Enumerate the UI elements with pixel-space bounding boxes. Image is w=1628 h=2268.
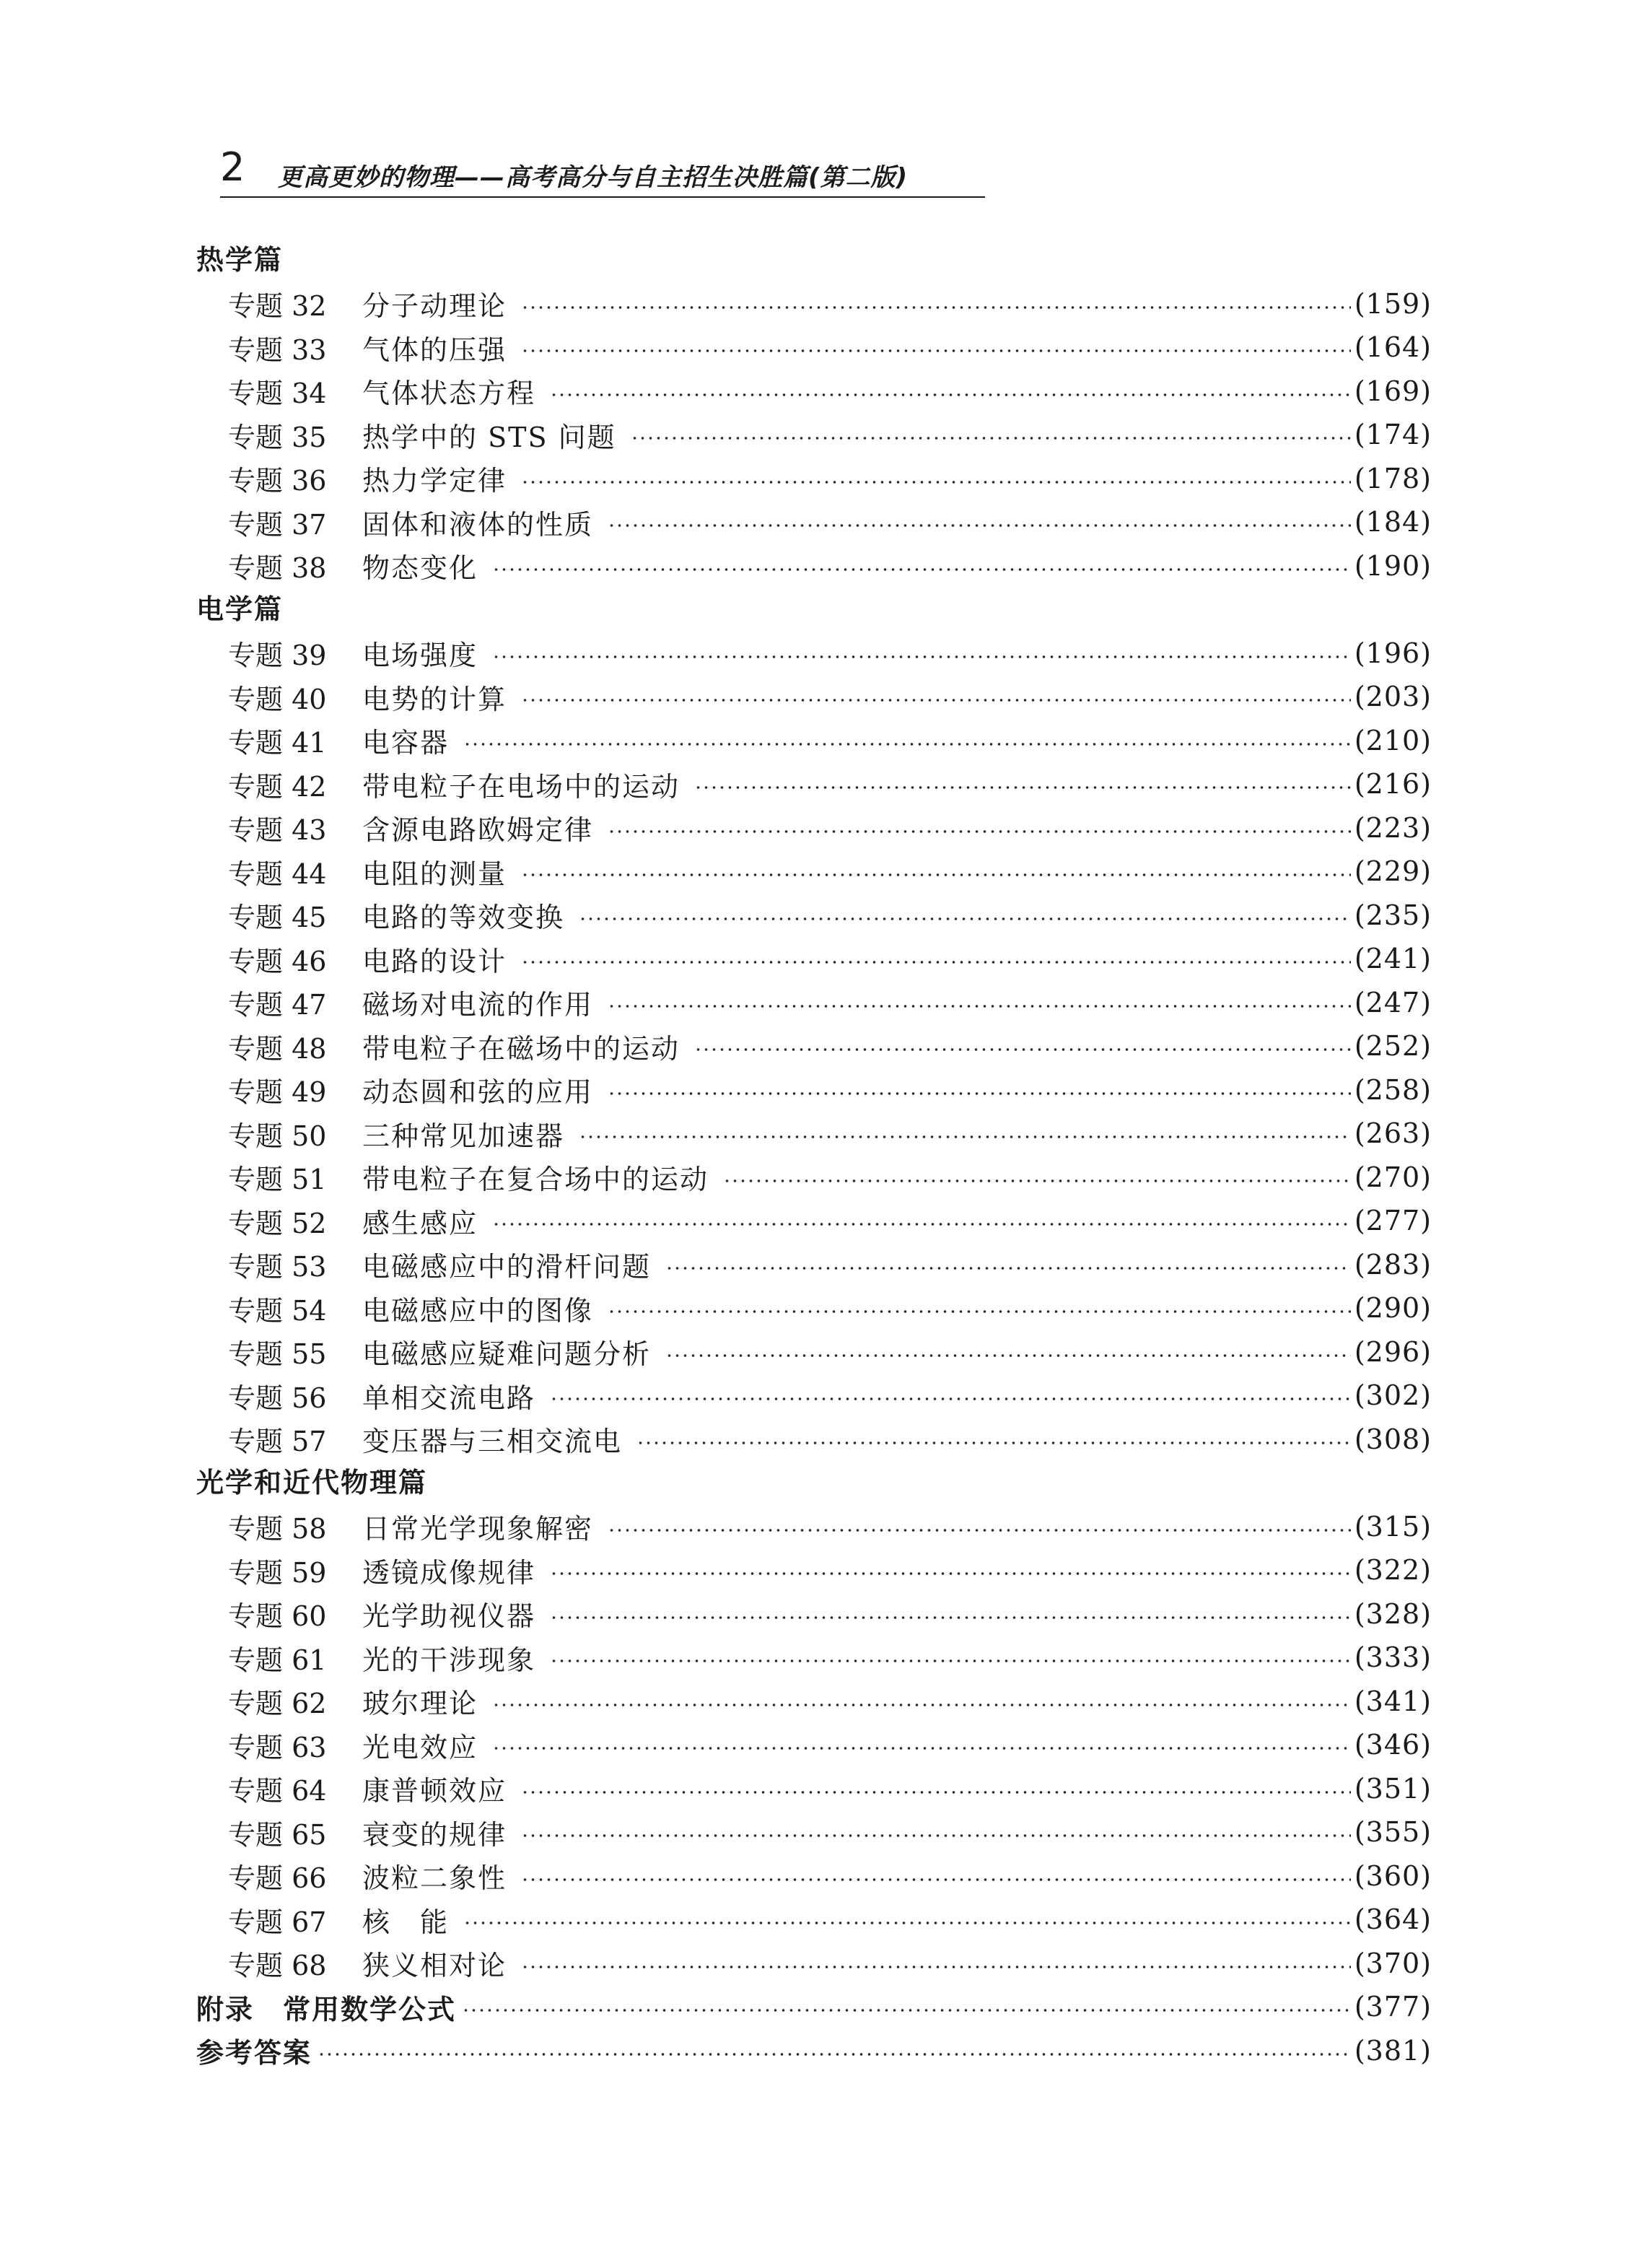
page-ref: (328)	[1354, 1597, 1432, 1630]
topic-number: 专题 35	[228, 421, 327, 453]
dot-leader	[521, 1791, 1351, 1794]
topic-number: 专题 32	[228, 290, 327, 323]
toc-entry[interactable]	[196, 1810, 1432, 1854]
toc-entry[interactable]	[196, 850, 1432, 894]
page-ref: (377)	[1354, 1991, 1432, 2023]
topic-title: 带电粒子在电场中的运动	[362, 770, 680, 803]
section-heading: 电学篇	[196, 593, 284, 625]
toc-entry[interactable]	[196, 413, 1432, 457]
page-ref: (355)	[1354, 1816, 1432, 1849]
dot-leader	[665, 1354, 1351, 1357]
page-ref: (308)	[1354, 1423, 1432, 1455]
dot-leader	[521, 481, 1351, 484]
page-ref: (190)	[1354, 549, 1432, 582]
toc-entry[interactable]	[196, 806, 1432, 850]
topic-title: 分子动理论	[362, 290, 507, 323]
toc-entry[interactable]	[196, 1854, 1432, 1898]
dot-leader	[579, 917, 1351, 920]
topic-number: 专题 34	[228, 378, 327, 410]
topic-title: 气体状态方程	[362, 378, 536, 410]
topic-number: 专题 46	[228, 945, 327, 977]
dot-leader	[463, 1922, 1351, 1924]
dot-leader	[579, 1135, 1351, 1138]
topic-title: 光学助视仪器	[362, 1600, 536, 1633]
dot-leader	[492, 1747, 1351, 1750]
dot-leader	[462, 2009, 1351, 2012]
topic-title: 含源电路欧姆定律	[362, 814, 594, 847]
dot-leader	[550, 1572, 1351, 1575]
topic-number: 专题 55	[228, 1338, 327, 1371]
toc-entry[interactable]	[196, 937, 1432, 981]
topic-title: 电场强度	[362, 640, 478, 672]
page-ref: (247)	[1354, 986, 1432, 1019]
topic-number: 专题 67	[228, 1906, 327, 1938]
page-ref: (258)	[1354, 1073, 1432, 1106]
toc-entry[interactable]	[196, 719, 1432, 763]
dot-leader	[608, 524, 1351, 527]
toc-entry[interactable]	[196, 1330, 1432, 1374]
topic-title: 磁场对电流的作用	[362, 989, 594, 1021]
topic-number: 专题 65	[228, 1818, 327, 1851]
dot-leader	[463, 743, 1351, 746]
topic-title: 物态变化	[362, 552, 478, 585]
toc-entry[interactable]	[196, 1418, 1432, 1462]
dot-leader	[492, 1704, 1351, 1706]
dot-leader	[608, 1092, 1351, 1095]
topic-title: 核 能	[362, 1906, 450, 1938]
dot-leader	[521, 1878, 1351, 1881]
topic-title: 变压器与三相交流电	[362, 1426, 623, 1458]
page-ref: (184)	[1354, 506, 1432, 538]
dot-leader	[521, 349, 1351, 352]
topic-title: 电磁感应疑难问题分析	[362, 1338, 652, 1371]
page-ref: (277)	[1354, 1205, 1432, 1237]
page-ref: (346)	[1354, 1729, 1432, 1761]
toc-entry[interactable]	[196, 1898, 1432, 1942]
topic-title: 波粒二象性	[362, 1862, 507, 1895]
topic-number: 专题 50	[228, 1120, 327, 1152]
topic-number: 专题 62	[228, 1688, 327, 1720]
topic-number: 专题 57	[228, 1426, 327, 1458]
toc-entry[interactable]	[196, 1024, 1432, 1068]
dot-leader	[550, 1659, 1351, 1662]
toc-entry[interactable]	[196, 1548, 1432, 1592]
toc-entry[interactable]	[196, 1068, 1432, 1112]
page-ref: (296)	[1354, 1335, 1432, 1368]
page-ref: (203)	[1354, 681, 1432, 713]
page-ref: (302)	[1354, 1379, 1432, 1412]
topic-number: 专题 51	[228, 1164, 327, 1196]
toc-entry[interactable]	[196, 457, 1432, 501]
toc-entry[interactable]	[196, 1505, 1432, 1549]
page-ref: (315)	[1354, 1510, 1432, 1543]
topic-title: 气体的压强	[362, 333, 507, 366]
entry-title: 参考答案	[196, 2037, 312, 2069]
topic-title: 带电粒子在磁场中的运动	[362, 1032, 680, 1065]
topic-number: 专题 48	[228, 1032, 327, 1065]
dot-leader	[550, 393, 1351, 396]
topic-number: 专题 44	[228, 858, 327, 890]
running-header	[220, 144, 985, 198]
toc-entry[interactable]	[196, 1942, 1432, 1986]
page-ref: (235)	[1354, 899, 1432, 931]
topic-title: 电势的计算	[362, 683, 507, 715]
topic-number: 专题 40	[228, 683, 327, 715]
topic-number: 专题 52	[228, 1207, 327, 1239]
toc-entry[interactable]	[196, 1723, 1432, 1767]
answers-entry[interactable]	[196, 2029, 1432, 2073]
toc-entry[interactable]	[196, 1680, 1432, 1724]
page-ref: (290)	[1354, 1292, 1432, 1325]
dot-leader	[492, 1223, 1351, 1226]
page-ref: (174)	[1354, 419, 1432, 451]
toc-entry[interactable]	[196, 544, 1432, 588]
toc-entry[interactable]	[196, 675, 1432, 719]
toc-entry[interactable]	[196, 1767, 1432, 1811]
dot-leader	[318, 2053, 1351, 2056]
topic-number: 专题 33	[228, 333, 327, 366]
topic-number: 专题 68	[228, 1950, 327, 1982]
topic-number: 专题 64	[228, 1775, 327, 1807]
dot-leader	[608, 830, 1351, 833]
page-ref: (216)	[1354, 768, 1432, 801]
dot-leader	[636, 1442, 1351, 1444]
topic-title: 电容器	[362, 727, 450, 759]
toc-entry[interactable]	[196, 894, 1432, 938]
topic-number: 专题 37	[228, 508, 327, 541]
page-ref: (263)	[1354, 1117, 1432, 1150]
topic-number: 专题 58	[228, 1513, 327, 1545]
topic-title: 光电效应	[362, 1731, 478, 1763]
topic-title: 透镜成像规律	[362, 1556, 536, 1589]
dot-leader	[521, 873, 1351, 876]
topic-number: 专题 56	[228, 1382, 327, 1414]
toc-entry[interactable]	[196, 1374, 1432, 1418]
toc-entry[interactable]	[196, 1286, 1432, 1330]
section-heading: 热学篇	[196, 244, 284, 276]
topic-title: 热学中的 STS 问题	[362, 421, 616, 453]
toc-entry[interactable]	[196, 282, 1432, 326]
page-ref: (341)	[1354, 1685, 1432, 1717]
topic-number: 专题 63	[228, 1731, 327, 1763]
topic-title: 衰变的规律	[362, 1818, 507, 1851]
topic-number: 专题 45	[228, 902, 327, 934]
dot-leader	[521, 961, 1351, 964]
topic-number: 专题 66	[228, 1862, 327, 1895]
page-ref: (270)	[1354, 1161, 1432, 1193]
topic-number: 专题 53	[228, 1251, 327, 1283]
toc-entry[interactable]	[196, 632, 1432, 676]
topic-title: 单相交流电路	[362, 1382, 536, 1414]
toc-entry[interactable]	[196, 1636, 1432, 1680]
page-ref: (178)	[1354, 462, 1432, 494]
topic-title: 玻尔理论	[362, 1688, 478, 1720]
topic-number: 专题 38	[228, 552, 327, 585]
entry-title: 附录 常用数学公式	[196, 1993, 457, 2025]
page-ref: (351)	[1354, 1772, 1432, 1805]
topic-number: 专题 36	[228, 465, 327, 497]
page-ref: (241)	[1354, 943, 1432, 975]
topic-number: 专题 61	[228, 1644, 327, 1676]
topic-title: 光的干涉现象	[362, 1644, 536, 1676]
page-ref: (364)	[1354, 1903, 1432, 1936]
topic-number: 专题 42	[228, 770, 327, 803]
page-ref: (229)	[1354, 855, 1432, 888]
dot-leader	[492, 568, 1351, 571]
dot-leader	[521, 699, 1351, 702]
dot-leader	[550, 1616, 1351, 1619]
topic-number: 专题 39	[228, 640, 327, 672]
appendix-entry[interactable]	[196, 1985, 1432, 2029]
dot-leader	[665, 1267, 1351, 1270]
dot-leader	[694, 786, 1351, 789]
book-title: 更高更妙的物理——高考高分与自主招生决胜篇(第二版)	[278, 163, 909, 192]
topic-title: 热力学定律	[362, 465, 507, 497]
topic-number: 专题 47	[228, 989, 327, 1021]
page-number: 2	[220, 144, 245, 190]
topic-number: 专题 59	[228, 1556, 327, 1589]
topic-title: 电路的设计	[362, 945, 507, 977]
topic-title: 狭义相对论	[362, 1950, 507, 1982]
topic-number: 专题 41	[228, 727, 327, 759]
toc-entry[interactable]	[196, 1243, 1432, 1287]
topic-title: 电阻的测量	[362, 858, 507, 890]
page-ref: (210)	[1354, 724, 1432, 756]
dot-leader	[492, 655, 1351, 658]
topic-number: 专题 43	[228, 814, 327, 847]
topic-title: 感生感应	[362, 1207, 478, 1239]
topic-title: 带电粒子在复合场中的运动	[362, 1164, 709, 1196]
topic-title: 动态圆和弦的应用	[362, 1076, 594, 1109]
topic-title: 三种常见加速器	[362, 1120, 565, 1152]
dot-leader	[521, 1834, 1351, 1837]
dot-leader	[550, 1397, 1351, 1400]
page-ref: (159)	[1354, 287, 1432, 320]
dot-leader	[521, 1966, 1351, 1968]
page-ref: (252)	[1354, 1030, 1432, 1063]
topic-title: 电路的等效变换	[362, 902, 565, 934]
topic-number: 专题 49	[228, 1076, 327, 1109]
dot-leader	[608, 1529, 1351, 1532]
dot-leader	[694, 1048, 1351, 1051]
toc-entry[interactable]	[196, 370, 1432, 414]
table-of-contents	[196, 238, 1432, 2072]
page-ref: (164)	[1354, 331, 1432, 364]
dot-leader	[608, 1005, 1351, 1008]
page-ref: (381)	[1354, 2034, 1432, 2067]
toc-entry[interactable]	[196, 500, 1432, 544]
page-ref: (223)	[1354, 811, 1432, 844]
dot-leader	[521, 306, 1351, 309]
page-ref: (370)	[1354, 1947, 1432, 1979]
topic-title: 电磁感应中的滑杆问题	[362, 1251, 652, 1283]
topic-title: 固体和液体的性质	[362, 508, 594, 541]
toc-entry[interactable]	[196, 326, 1432, 370]
page-ref: (322)	[1354, 1554, 1432, 1587]
page-ref: (283)	[1354, 1248, 1432, 1281]
page-ref: (360)	[1354, 1859, 1432, 1892]
dot-leader	[631, 437, 1351, 440]
topic-number: 专题 60	[228, 1600, 327, 1633]
topic-title: 康普顿效应	[362, 1775, 507, 1807]
dot-leader	[723, 1179, 1351, 1182]
topic-title: 电磁感应中的图像	[362, 1294, 594, 1327]
page-ref: (169)	[1354, 375, 1432, 407]
dot-leader	[608, 1310, 1351, 1313]
section-heading: 光学和近代物理篇	[196, 1467, 428, 1499]
topic-number: 专题 54	[228, 1294, 327, 1327]
toc-entry[interactable]	[196, 981, 1432, 1025]
page-ref: (196)	[1354, 637, 1432, 669]
toc-entry[interactable]	[196, 1156, 1432, 1200]
toc-entry[interactable]	[196, 762, 1432, 806]
toc-entry[interactable]	[196, 1112, 1432, 1156]
toc-entry[interactable]	[196, 1592, 1432, 1636]
page-ref: (333)	[1354, 1641, 1432, 1674]
toc-entry[interactable]	[196, 1199, 1432, 1243]
topic-title: 日常光学现象解密	[362, 1513, 594, 1545]
